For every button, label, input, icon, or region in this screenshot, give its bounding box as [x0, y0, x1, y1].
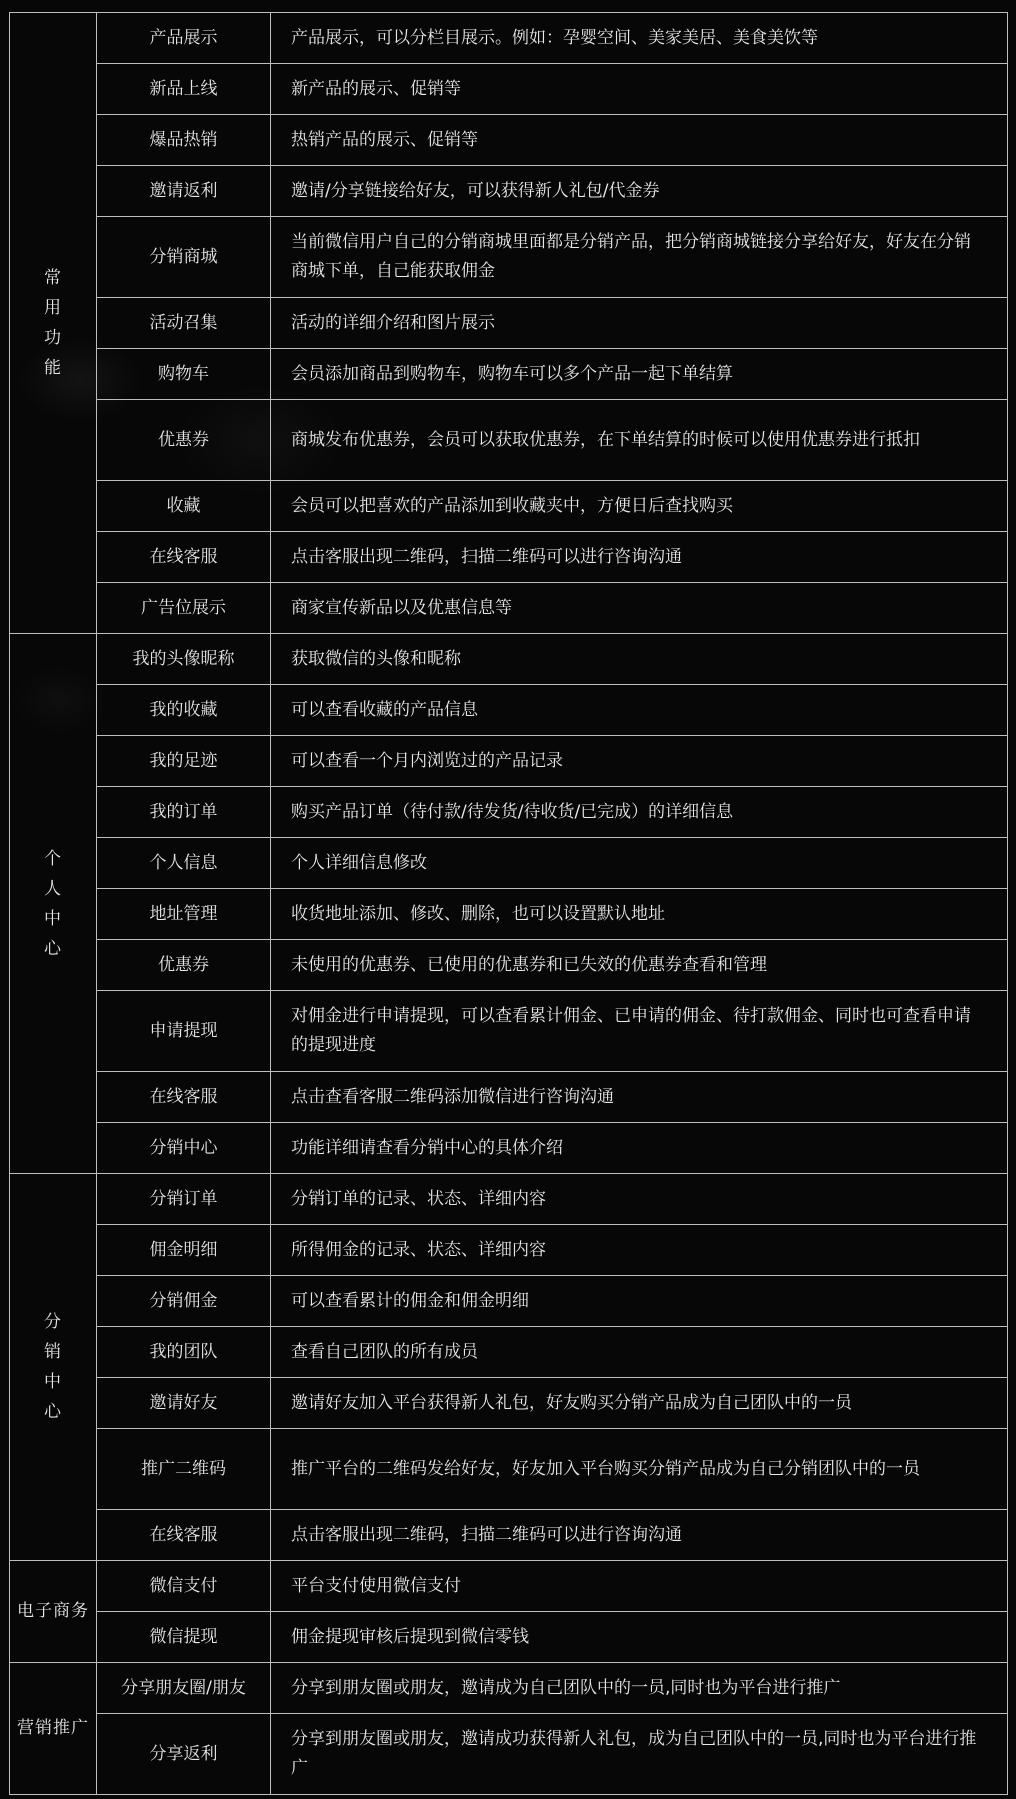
feature-desc: 会员添加商品到购物车，购物车可以多个产品一起下单结算	[271, 349, 1008, 400]
feature-desc: 购买产品订单（待付款/待发货/待收货/已完成）的详细信息	[271, 787, 1008, 838]
feature-desc: 可以查看一个月内浏览过的产品记录	[271, 736, 1008, 787]
feature-desc: 收货地址添加、修改、删除，也可以设置默认地址	[271, 889, 1008, 940]
category-cell	[10, 13, 97, 634]
table-row	[10, 1612, 1008, 1663]
feature-name: 新品上线	[97, 64, 271, 115]
table-row	[10, 889, 1008, 940]
feature-desc: 获取微信的头像和昵称	[271, 634, 1008, 685]
feature-desc: 分销订单的记录、状态、详细内容	[271, 1174, 1008, 1225]
feature-desc: 商城发布优惠券，会员可以获取优惠券，在下单结算的时候可以使用优惠券进行抵扣	[271, 400, 1008, 481]
feature-desc: 功能详细请查看分销中心的具体介绍	[271, 1123, 1008, 1174]
feature-name: 我的头像昵称	[97, 634, 271, 685]
table-row	[10, 64, 1008, 115]
category-cell: 营销推广	[10, 1663, 97, 1795]
feature-desc: 邀请好友加入平台获得新人礼包，好友购买分销产品成为自己团队中的一员	[271, 1378, 1008, 1429]
table-row	[10, 1072, 1008, 1123]
table-row	[10, 400, 1008, 481]
table-row	[10, 1123, 1008, 1174]
feature-name: 分销商城	[97, 217, 271, 298]
feature-name: 推广二维码	[97, 1429, 271, 1510]
category-label: 个人中心	[44, 848, 62, 959]
category-label: 分销中心	[44, 1312, 62, 1422]
table-row	[10, 349, 1008, 400]
table-row	[10, 1378, 1008, 1429]
feature-name: 邀请好友	[97, 1378, 271, 1429]
category-cell: 电子商务	[10, 1561, 97, 1663]
table-row	[10, 1429, 1008, 1510]
feature-name: 个人信息	[97, 838, 271, 889]
feature-desc: 所得佣金的记录、状态、详细内容	[271, 1225, 1008, 1276]
table-row	[10, 166, 1008, 217]
table-row	[10, 1510, 1008, 1561]
feature-name: 我的足迹	[97, 736, 271, 787]
feature-name: 邀请返利	[97, 166, 271, 217]
feature-name: 分享返利	[97, 1714, 271, 1795]
feature-desc: 未使用的优惠券、已使用的优惠券和已失效的优惠券查看和管理	[271, 940, 1008, 991]
feature-desc: 对佣金进行申请提现，可以查看累计佣金、已申请的佣金、待打款佣金、同时也可查看申请的提现进度	[271, 991, 1008, 1072]
feature-name: 优惠券	[97, 400, 271, 481]
table-row	[10, 940, 1008, 991]
feature-desc: 当前微信用户自己的分销商城里面都是分销产品，把分销商城链接分享给好友，好友在分销商城下单，自己能获取佣金	[271, 217, 1008, 298]
feature-name: 爆品热销	[97, 115, 271, 166]
feature-desc: 产品展示，可以分栏目展示。例如：孕婴空间、美家美居、美食美饮等	[271, 13, 1008, 64]
category-cell	[10, 634, 97, 1174]
feature-name: 分享朋友圈/朋友	[97, 1663, 271, 1714]
feature-desc: 点击客服出现二维码，扫描二维码可以进行咨询沟通	[271, 1510, 1008, 1561]
table-row	[10, 685, 1008, 736]
feature-desc: 新产品的展示、促销等	[271, 64, 1008, 115]
category-cell	[10, 1174, 97, 1561]
feature-desc: 佣金提现审核后提现到微信零钱	[271, 1612, 1008, 1663]
feature-desc: 热销产品的展示、促销等	[271, 115, 1008, 166]
feature-name: 在线客服	[97, 1510, 271, 1561]
feature-name: 产品展示	[97, 13, 271, 64]
feature-name: 分销订单	[97, 1174, 271, 1225]
feature-desc: 查看自己团队的所有成员	[271, 1327, 1008, 1378]
feature-name: 广告位展示	[97, 583, 271, 634]
feature-name: 在线客服	[97, 1072, 271, 1123]
feature-desc: 活动的详细介绍和图片展示	[271, 298, 1008, 349]
table-row	[10, 481, 1008, 532]
table-row	[10, 13, 1008, 64]
table-row	[10, 532, 1008, 583]
table-row	[10, 736, 1008, 787]
feature-desc: 邀请/分享链接给好友，可以获得新人礼包/代金券	[271, 166, 1008, 217]
table-row	[10, 1174, 1008, 1225]
feature-desc: 点击查看客服二维码添加微信进行咨询沟通	[271, 1072, 1008, 1123]
feature-name: 微信提现	[97, 1612, 271, 1663]
feature-name: 我的收藏	[97, 685, 271, 736]
feature-desc: 分享到朋友圈或朋友，邀请成功获得新人礼包，成为自己团队中的一员,同时也为平台进行推广	[271, 1714, 1008, 1795]
feature-desc: 会员可以把喜欢的产品添加到收藏夹中，方便日后查找购买	[271, 481, 1008, 532]
feature-name: 我的订单	[97, 787, 271, 838]
feature-name: 分销中心	[97, 1123, 271, 1174]
table-row	[10, 1225, 1008, 1276]
category-label: 常用功能	[44, 268, 62, 378]
feature-name: 我的团队	[97, 1327, 271, 1378]
feature-name: 佣金明细	[97, 1225, 271, 1276]
feature-name: 申请提现	[97, 991, 271, 1072]
table-row	[10, 115, 1008, 166]
table-row	[10, 1327, 1008, 1378]
table-row	[10, 298, 1008, 349]
feature-desc: 可以查看收藏的产品信息	[271, 685, 1008, 736]
feature-desc: 推广平台的二维码发给好友，好友加入平台购买分销产品成为自己分销团队中的一员	[271, 1429, 1008, 1510]
feature-desc: 个人详细信息修改	[271, 838, 1008, 889]
table-row	[10, 787, 1008, 838]
feature-name: 活动召集	[97, 298, 271, 349]
table-row	[10, 991, 1008, 1072]
table-row	[10, 634, 1008, 685]
feature-desc: 分享到朋友圈或朋友，邀请成为自己团队中的一员,同时也为平台进行推广	[271, 1663, 1008, 1714]
table-row	[10, 1276, 1008, 1327]
feature-desc: 可以查看累计的佣金和佣金明细	[271, 1276, 1008, 1327]
feature-name: 优惠券	[97, 940, 271, 991]
table-row	[10, 1663, 1008, 1714]
feature-name: 微信支付	[97, 1561, 271, 1612]
feature-desc: 商家宣传新品以及优惠信息等	[271, 583, 1008, 634]
feature-name: 地址管理	[97, 889, 271, 940]
table-row	[10, 1714, 1008, 1795]
feature-name: 分销佣金	[97, 1276, 271, 1327]
table-row	[10, 1561, 1008, 1612]
feature-table	[9, 12, 1008, 1795]
feature-desc: 点击客服出现二维码，扫描二维码可以进行咨询沟通	[271, 532, 1008, 583]
table-row	[10, 838, 1008, 889]
feature-name: 购物车	[97, 349, 271, 400]
table-row	[10, 217, 1008, 298]
feature-name: 在线客服	[97, 532, 271, 583]
feature-name: 收藏	[97, 481, 271, 532]
table-row	[10, 583, 1008, 634]
feature-desc: 平台支付使用微信支付	[271, 1561, 1008, 1612]
